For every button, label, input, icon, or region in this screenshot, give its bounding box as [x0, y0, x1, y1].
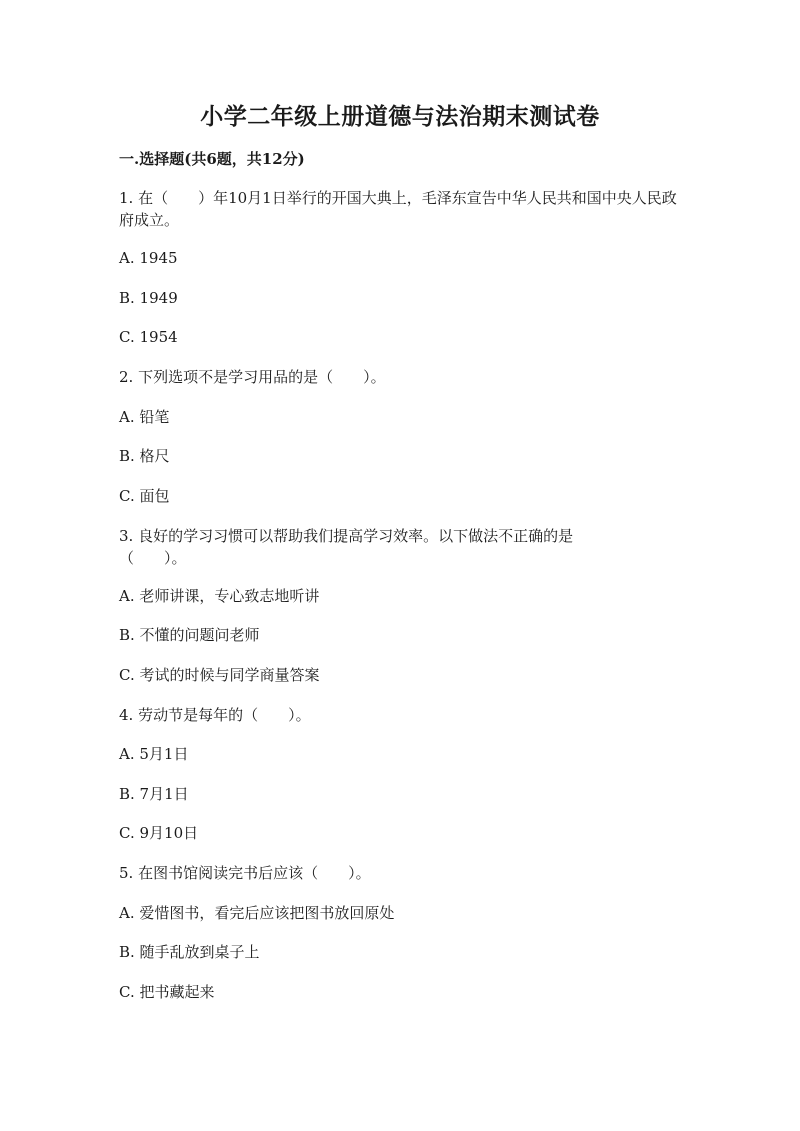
- question-4-option-a: A. 5月1日: [119, 745, 189, 763]
- question-1-option-c: C. 1954: [119, 328, 178, 346]
- question-4-stem: 4. 劳动节是每年的（ ）。: [119, 706, 311, 724]
- question-2-option-c: C. 面包: [119, 487, 170, 505]
- question-2-stem: 2. 下列选项不是学习用品的是（ ）。: [119, 368, 386, 386]
- question-5-option-a: A. 爱惜图书，看完后应该把图书放回原处: [119, 904, 395, 922]
- question-2-option-a: A. 铅笔: [119, 408, 170, 426]
- question-1-stem: 1. 在（ ）年10月1日举行的开国大典上，毛泽东宣告中华人民共和国中央人民政府成立。: [119, 189, 677, 229]
- question-3-option-b: B. 不懂的问题问老师: [119, 626, 260, 644]
- question-1-option-a: A. 1945: [119, 249, 178, 267]
- question-3-option-c: C. 考试的时候与同学商量答案: [119, 666, 320, 684]
- question-5-option-c: C. 把书藏起来: [119, 983, 215, 1001]
- question-1-option-b: B. 1949: [119, 289, 178, 307]
- question-2-option-b: B. 格尺: [119, 447, 170, 465]
- question-5-option-b: B. 随手乱放到桌子上: [119, 943, 260, 961]
- question-4-option-b: B. 7月1日: [119, 785, 189, 803]
- question-3-stem: 3. 良好的学习习惯可以帮助我们提高学习效率。以下做法不正确的是（ ）。: [119, 527, 574, 567]
- section-heading: 一.选择题(共6题，共12分): [119, 150, 305, 168]
- question-4-option-c: C. 9月10日: [119, 824, 199, 842]
- page-title: 小学二年级上册道德与法治期末测试卷: [200, 103, 600, 130]
- question-5-stem: 5. 在图书馆阅读完书后应该（ ）。: [119, 864, 371, 882]
- question-3-option-a: A. 老师讲课，专心致志地听讲: [119, 587, 320, 605]
